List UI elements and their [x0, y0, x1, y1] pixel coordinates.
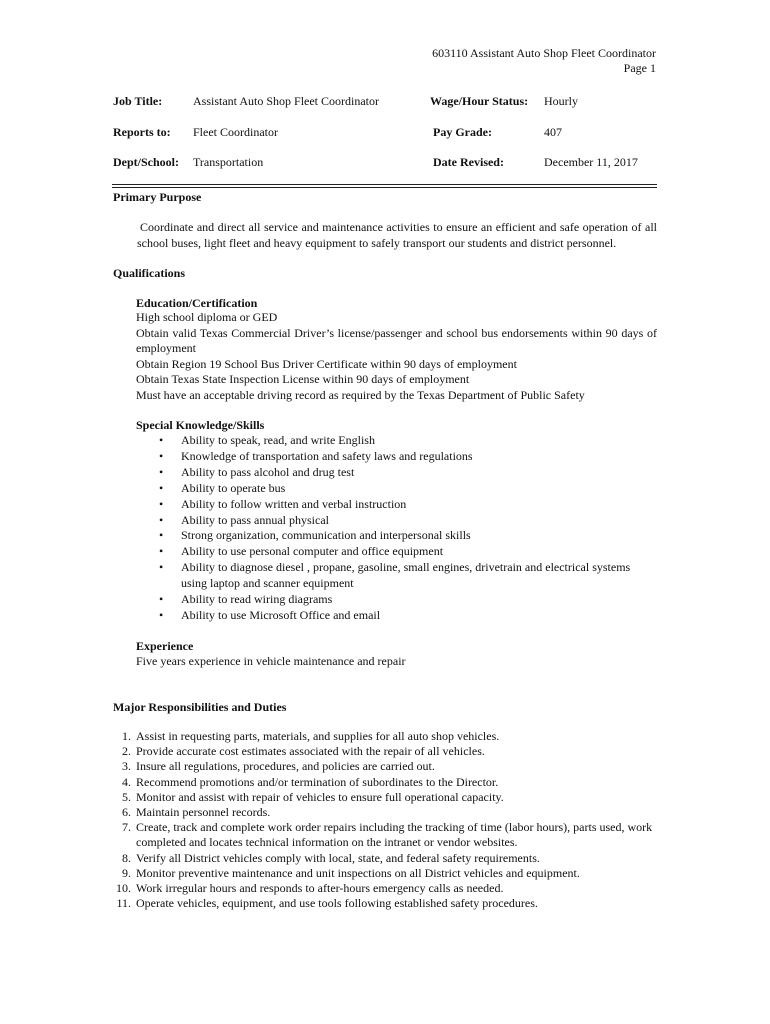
bullet-icon: •: [159, 448, 164, 463]
reports-to-label: Reports to:: [113, 125, 171, 139]
list-item: [113, 896, 658, 911]
duty-number: 9.: [122, 865, 131, 880]
duty-number: 1.: [122, 729, 131, 743]
bullet-icon: •: [159, 528, 164, 543]
duty-number: 11.: [116, 896, 131, 911]
list-item: [136, 560, 657, 592]
dept-label: Dept/School:: [113, 155, 179, 169]
list-item: [136, 433, 657, 449]
skill-text: Ability to pass alcohol and drug test: [181, 464, 355, 479]
list-item: [113, 744, 658, 759]
page-header: [432, 46, 656, 76]
primary-purpose-text: Coordinate and direct all service and maintenance activities to ensure an efficient and safe operation of all school buses, light fleet and heavy equipment to safely transport our students and district personnel.: [137, 220, 657, 250]
education-heading: Education/Certification: [136, 296, 258, 310]
wage-status-label: Wage/Hour Status:: [430, 94, 529, 108]
pay-grade-label: Pay Grade:: [433, 125, 492, 139]
duty-text: Operate vehicles, equipment, and use tools following established safety procedures.: [136, 896, 538, 911]
duty-text: Maintain personnel records.: [136, 805, 271, 820]
duty-text: Provide accurate cost estimates associated with the repair of all vehicles.: [136, 744, 485, 759]
bullet-icon: •: [159, 512, 164, 527]
duty-text: Assist in requesting parts, materials, and supplies for all auto shop vehicles.: [136, 729, 500, 743]
reports-to-value: Fleet Coordinator: [193, 125, 278, 139]
bullet-icon: •: [159, 480, 164, 495]
skill-text: Ability to read wiring diagrams: [181, 592, 333, 607]
skill-text: Ability to pass annual physical: [181, 512, 329, 527]
duty-number: 2.: [122, 744, 131, 759]
list-item: [136, 513, 657, 529]
bullet-icon: •: [159, 464, 164, 479]
list-item: [136, 465, 657, 481]
education-line: High school diploma or GED: [136, 310, 278, 324]
duties-heading: Major Responsibilities and Duties: [113, 700, 287, 714]
education-line: Obtain Texas State Inspection License within 90 days of employment: [136, 372, 470, 387]
document-title: 603110 Assistant Auto Shop Fleet Coordinator: [432, 46, 656, 60]
bullet-icon: •: [159, 433, 164, 447]
duty-text: Create, track and complete work order repairs including the tracking of time (labor hours), parts used, work completed and locates technical information on the intranet or vendor websites.: [136, 820, 653, 850]
education-line: Obtain valid Texas Commercial Driver’s license/passenger and school bus endorsements within 90 days of employment: [136, 325, 657, 356]
skills-heading: Special Knowledge/Skills: [136, 418, 265, 432]
wage-status-value: Hourly: [544, 94, 578, 108]
bullet-icon: •: [159, 496, 164, 511]
duty-number: 7.: [122, 820, 131, 835]
duties-list: [113, 729, 658, 911]
page-number: Page 1: [623, 61, 656, 75]
list-item: [136, 592, 657, 608]
skill-text: Ability to use Microsoft Office and email: [181, 607, 381, 622]
education-line: Must have an acceptable driving record as required by the Texas Department of Public Safety: [136, 387, 585, 402]
list-item: [113, 729, 658, 744]
primary-purpose-heading: Primary Purpose: [113, 190, 202, 204]
list-item: [136, 449, 657, 465]
list-item: [113, 759, 658, 774]
duty-number: 10.: [116, 881, 131, 896]
list-item: [113, 775, 658, 790]
experience-heading: Experience: [136, 639, 194, 653]
list-item: [136, 481, 657, 497]
list-item: [113, 820, 658, 850]
duty-text: Insure all regulations, procedures, and policies are carried out.: [136, 759, 435, 774]
education-line: Obtain Region 19 School Bus Driver Certificate within 90 days of employment: [136, 356, 517, 371]
list-item: [136, 528, 657, 544]
bullet-icon: •: [159, 592, 164, 607]
date-revised-label: Date Revised:: [433, 155, 504, 169]
skill-text: Ability to operate bus: [181, 480, 286, 495]
pay-grade-value: 407: [544, 125, 562, 139]
skill-text: Ability to use personal computer and office equipment: [181, 544, 444, 559]
duty-number: 6.: [122, 805, 131, 820]
skills-list: [136, 433, 657, 624]
duty-number: 3.: [122, 759, 131, 774]
duty-text: Recommend promotions and/or termination of subordinates to the Director.: [136, 774, 499, 789]
list-item: [113, 866, 658, 881]
duty-number: 4.: [122, 774, 131, 789]
duty-text: Monitor and assist with repair of vehicles to ensure full operational capacity.: [136, 789, 504, 804]
job-title-value: Assistant Auto Shop Fleet Coordinator: [193, 94, 379, 108]
skill-text: Knowledge of transportation and safety laws and regulations: [181, 448, 473, 463]
list-item: [136, 544, 657, 560]
header-divider-bottom: [112, 187, 657, 188]
education-list: [136, 310, 657, 404]
bullet-icon: •: [159, 607, 164, 622]
duty-text: Monitor preventive maintenance and unit inspections on all District vehicles and equipment.: [136, 865, 580, 880]
bullet-icon: •: [159, 560, 164, 575]
experience-text: Five years experience in vehicle maintenance and repair: [136, 654, 406, 668]
job-title-label: Job Title:: [113, 94, 163, 108]
skill-text: Ability to follow written and verbal instruction: [181, 496, 407, 511]
duty-number: 8.: [122, 850, 131, 865]
list-item: [113, 805, 658, 820]
header-divider-top: [112, 184, 657, 185]
skill-text: Ability to diagnose diesel , propane, gasoline, small engines, drivetrain and electrical systems using laptop and scanner equipment: [181, 560, 631, 591]
list-item: [113, 851, 658, 866]
list-item: [113, 790, 658, 805]
dept-value: Transportation: [193, 155, 264, 169]
list-item: [136, 497, 657, 513]
duty-text: Work irregular hours and responds to after-hours emergency calls as needed.: [136, 881, 504, 896]
duty-text: Verify all District vehicles comply with local, state, and federal safety requirements.: [136, 850, 540, 865]
date-revised-value: December 11, 2017: [544, 155, 638, 169]
list-item: [113, 881, 658, 896]
duty-number: 5.: [122, 789, 131, 804]
list-item: [136, 608, 657, 624]
bullet-icon: •: [159, 544, 164, 559]
qualifications-heading: Qualifications: [113, 266, 186, 280]
skill-text: Strong organization, communication and interpersonal skills: [181, 528, 471, 543]
skill-text: Ability to speak, read, and write English: [181, 433, 375, 447]
